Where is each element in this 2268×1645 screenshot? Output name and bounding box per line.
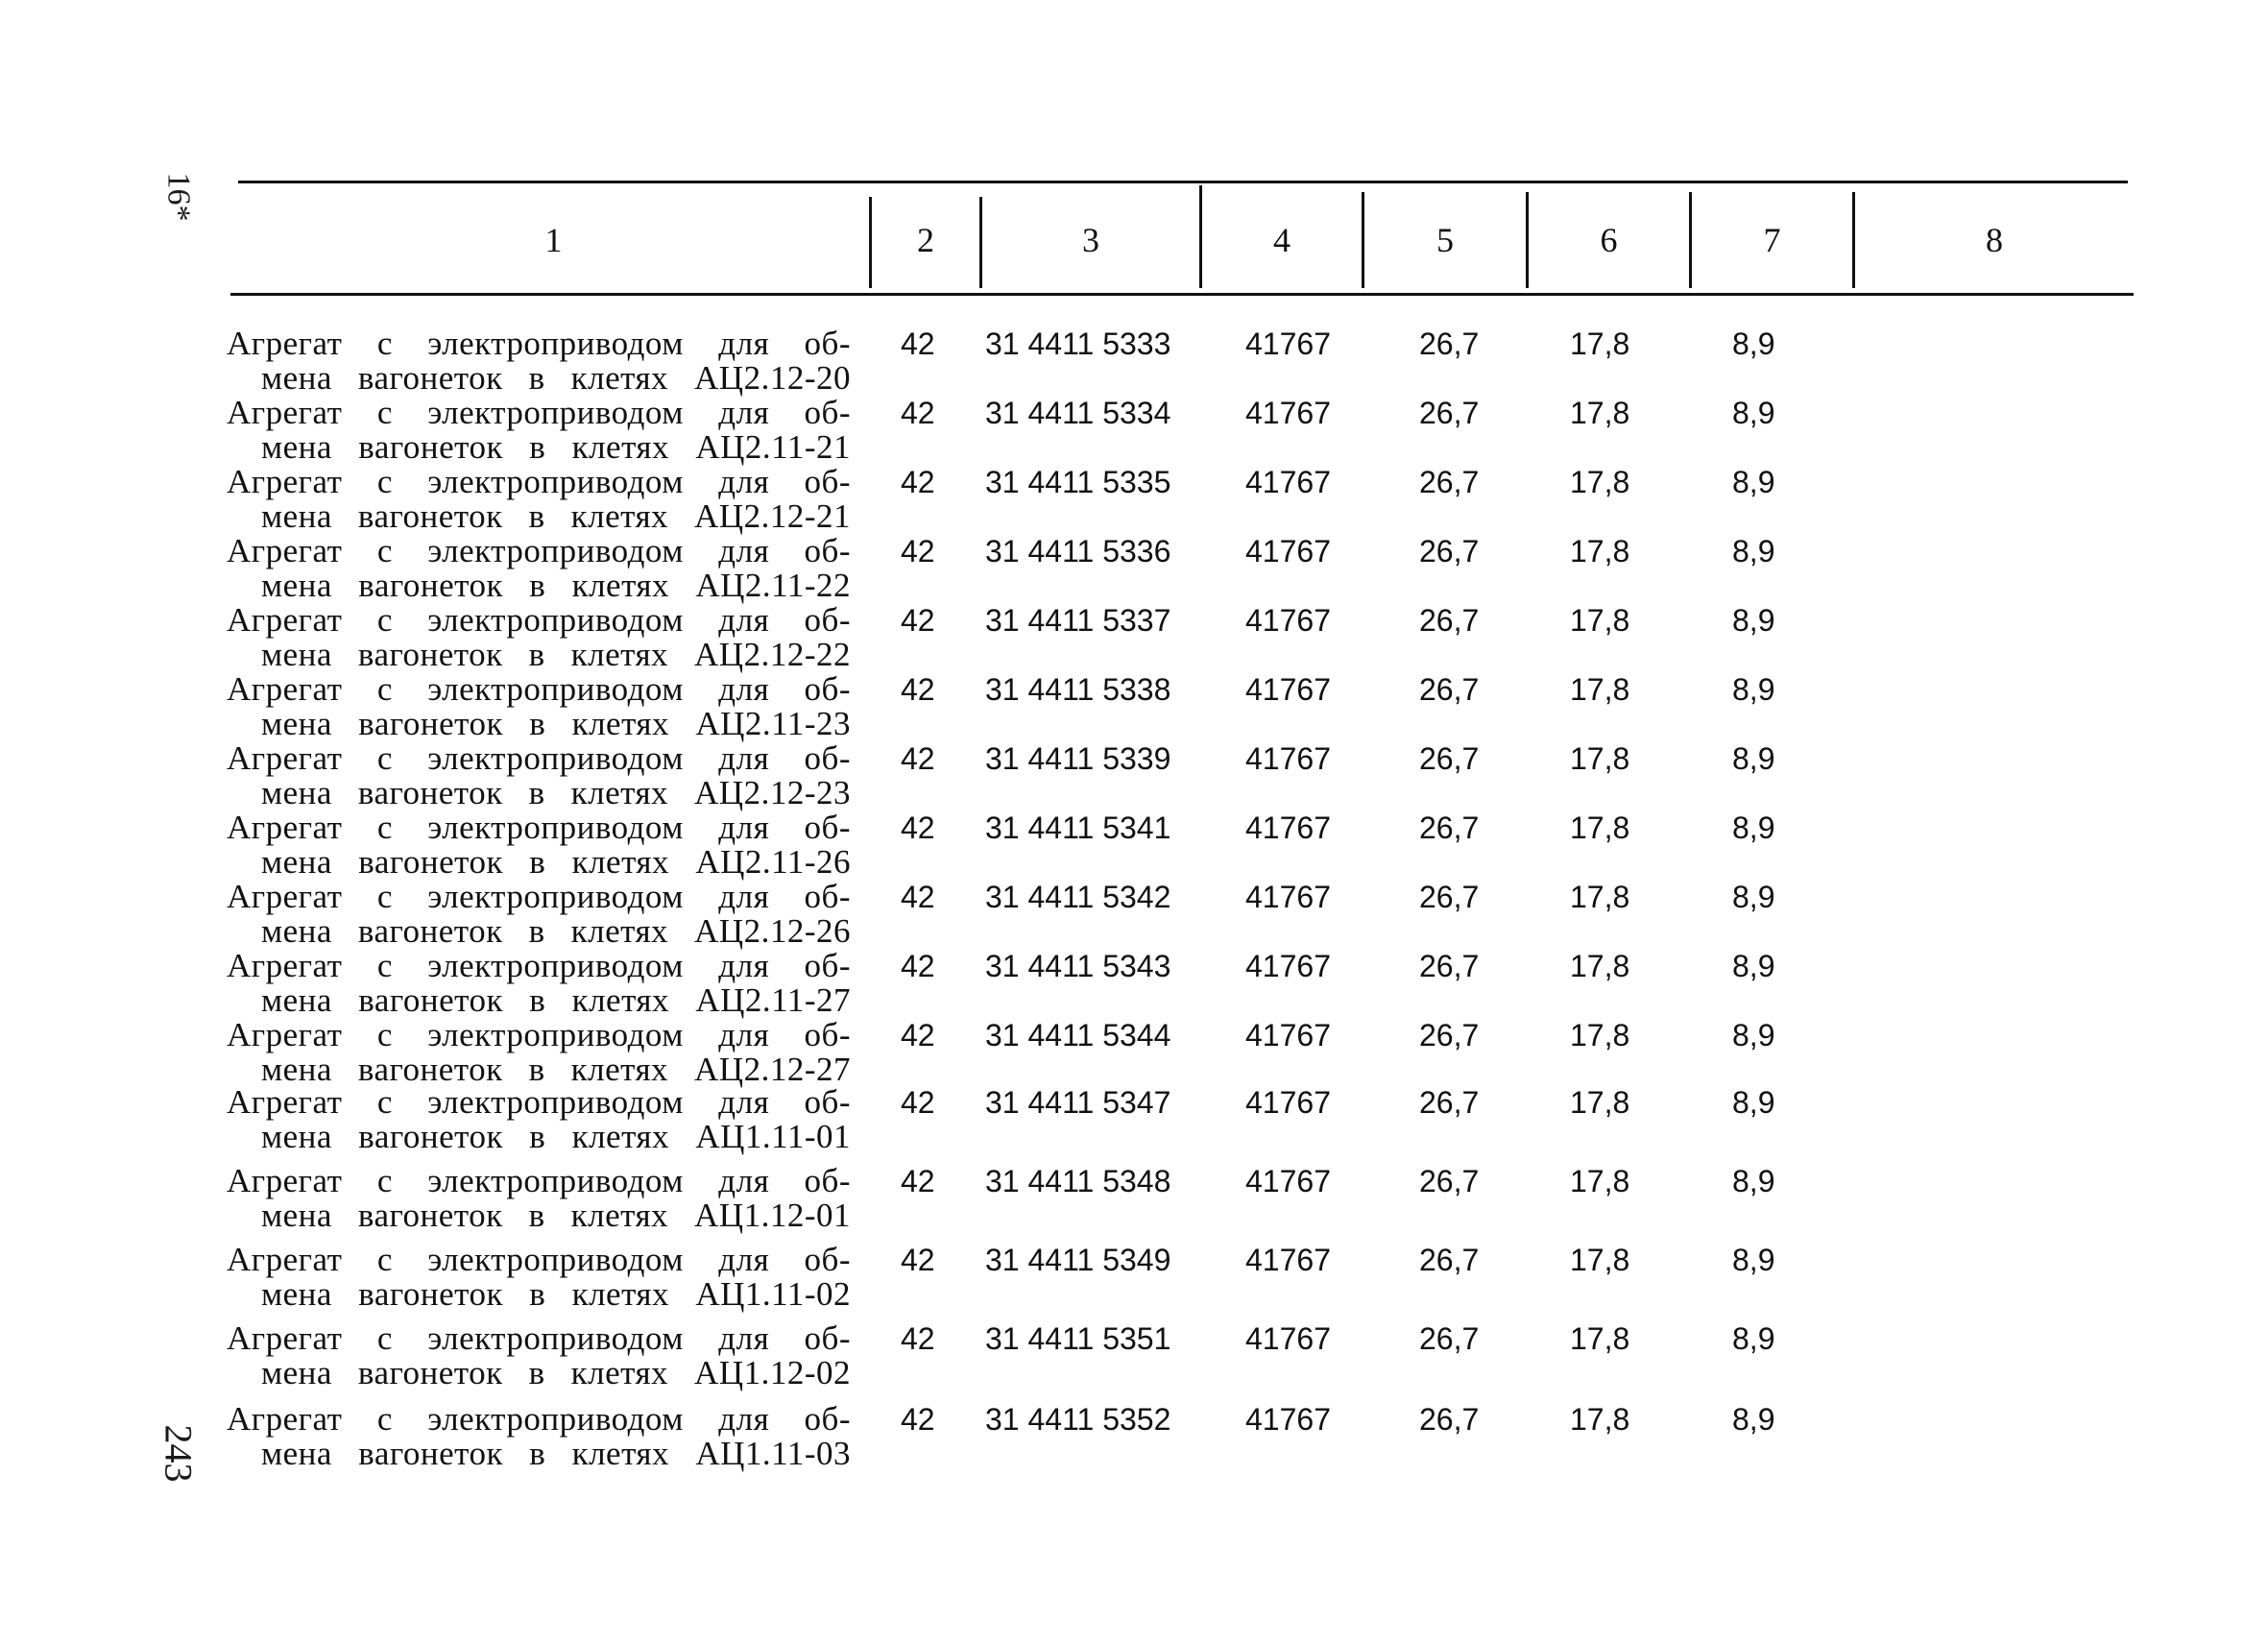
cell-col-2: 42 — [901, 1018, 935, 1052]
cell-col-7: 8,9 — [1732, 534, 1775, 568]
cell-col-7: 8,9 — [1732, 1085, 1775, 1120]
cell-col-2: 42 — [901, 534, 935, 568]
cell-col-7: 8,9 — [1732, 327, 1775, 361]
cell-col-5: 26,7 — [1419, 396, 1480, 430]
cell-col-5: 26,7 — [1419, 741, 1480, 776]
cell-col-2: 42 — [901, 880, 935, 914]
cell-col-6: 17,8 — [1570, 810, 1630, 845]
cell-col-4: 41767 — [1245, 1243, 1331, 1277]
cell-col-7: 8,9 — [1732, 672, 1775, 707]
cell-col-7: 8,9 — [1732, 1243, 1775, 1277]
cell-col-7: 8,9 — [1732, 1321, 1775, 1356]
cell-col-2: 42 — [901, 603, 935, 638]
cell-col-3: 31 4411 5352 — [985, 1402, 1171, 1437]
cell-col-4: 41767 — [1245, 810, 1331, 845]
cell-col-3: 31 4411 5335 — [985, 465, 1171, 499]
row-description: Агрегат с электроприводом для об- мена вагонеток в клетях АЦ2.11-26 — [227, 809, 851, 881]
cell-col-6: 17,8 — [1570, 672, 1630, 707]
cell-col-6: 17,8 — [1570, 1164, 1630, 1198]
column-header-6: 6 — [1600, 221, 1618, 259]
cell-col-5: 26,7 — [1419, 327, 1480, 361]
cell-col-2: 42 — [901, 1402, 935, 1437]
cell-col-4: 41767 — [1245, 949, 1331, 983]
cell-col-2: 42 — [901, 672, 935, 707]
page-number: 243 — [157, 1424, 201, 1483]
cell-col-6: 17,8 — [1570, 949, 1630, 983]
cell-col-5: 26,7 — [1419, 1164, 1480, 1198]
cell-col-3: 31 4411 5333 — [985, 327, 1171, 361]
row-description: Агрегат с электроприводом для об- мена вагонеток в клетях АЦ1.11-03 — [227, 1400, 851, 1472]
column-header-4: 4 — [1273, 221, 1291, 259]
cell-col-6: 17,8 — [1570, 1402, 1630, 1437]
cell-col-7: 8,9 — [1732, 603, 1775, 638]
row-description: Агрегат с электроприводом для об- мена вагонеток в клетях АЦ1.12-02 — [227, 1319, 851, 1391]
cell-col-4: 41767 — [1245, 396, 1331, 430]
cell-col-4: 41767 — [1245, 741, 1331, 776]
row-description: Агрегат с электроприводом для об- мена вагонеток в клетях АЦ2.11-21 — [227, 394, 851, 466]
cell-col-2: 42 — [901, 1321, 935, 1356]
cell-col-4: 41767 — [1245, 1402, 1331, 1437]
cell-col-7: 8,9 — [1732, 1164, 1775, 1198]
cell-col-6: 17,8 — [1570, 396, 1630, 430]
cell-col-3: 31 4411 5344 — [985, 1018, 1171, 1052]
cell-col-3: 31 4411 5339 — [985, 741, 1171, 776]
cell-col-5: 26,7 — [1419, 949, 1480, 983]
row-description: Агрегат с электроприводом для об- мена вагонеток в клетях АЦ1.11-02 — [227, 1241, 851, 1313]
column-header-5: 5 — [1436, 221, 1454, 259]
cell-col-5: 26,7 — [1419, 1085, 1480, 1120]
cell-col-2: 42 — [901, 465, 935, 499]
column-header-2: 2 — [917, 221, 934, 259]
row-description: Агрегат с электроприводом для об- мена вагонеток в клетях АЦ1.11-01 — [227, 1083, 851, 1155]
cell-col-4: 41767 — [1245, 880, 1331, 914]
cell-col-6: 17,8 — [1570, 534, 1630, 568]
cell-col-6: 17,8 — [1570, 1321, 1630, 1356]
cell-col-5: 26,7 — [1419, 810, 1480, 845]
cell-col-5: 26,7 — [1419, 1243, 1480, 1277]
cell-col-4: 41767 — [1245, 1085, 1331, 1120]
row-description: Агрегат с электроприводом для об- мена вагонеток в клетях АЦ2.12-21 — [227, 463, 851, 535]
cell-col-6: 17,8 — [1570, 1085, 1630, 1120]
row-description: Агрегат с электроприводом для об- мена вагонеток в клетях АЦ2.11-23 — [227, 670, 851, 742]
cell-col-7: 8,9 — [1732, 949, 1775, 983]
cell-col-7: 8,9 — [1732, 465, 1775, 499]
cell-col-7: 8,9 — [1732, 396, 1775, 430]
row-description: Агрегат с электроприводом для об- мена вагонеток в клетях АЦ2.12-26 — [227, 878, 851, 950]
cell-col-4: 41767 — [1245, 1018, 1331, 1052]
row-description: Агрегат с электроприводом для об- мена вагонеток в клетях АЦ2.12-20 — [227, 325, 851, 397]
cell-col-4: 41767 — [1245, 1321, 1331, 1356]
column-header-7: 7 — [1763, 221, 1781, 259]
cell-col-6: 17,8 — [1570, 880, 1630, 914]
cell-col-2: 42 — [901, 741, 935, 776]
cell-col-7: 8,9 — [1732, 880, 1775, 914]
cell-col-4: 41767 — [1245, 603, 1331, 638]
column-header-1: 1 — [544, 221, 563, 259]
cell-col-4: 41767 — [1245, 1164, 1331, 1198]
row-description: Агрегат с электроприводом для об- мена вагонеток в клетях АЦ2.11-22 — [227, 532, 851, 604]
cell-col-5: 26,7 — [1419, 1402, 1480, 1437]
cell-col-6: 17,8 — [1570, 1243, 1630, 1277]
row-description: Агрегат с электроприводом для об- мена вагонеток в клетях АЦ2.12-22 — [227, 601, 851, 673]
cell-col-4: 41767 — [1245, 534, 1331, 568]
row-description: Агрегат с электроприводом для об- мена вагонеток в клетях АЦ2.12-23 — [227, 739, 851, 811]
cell-col-2: 42 — [901, 1243, 935, 1277]
signature-mark: 16* — [160, 172, 197, 222]
cell-col-6: 17,8 — [1570, 1018, 1630, 1052]
cell-col-3: 31 4411 5342 — [985, 880, 1171, 914]
cell-col-5: 26,7 — [1419, 672, 1480, 707]
cell-col-3: 31 4411 5343 — [985, 949, 1171, 983]
cell-col-6: 17,8 — [1570, 741, 1630, 776]
cell-col-3: 31 4411 5336 — [985, 534, 1171, 568]
cell-col-6: 17,8 — [1570, 603, 1630, 638]
cell-col-2: 42 — [901, 396, 935, 430]
cell-col-6: 17,8 — [1570, 327, 1630, 361]
cell-col-2: 42 — [901, 1164, 935, 1198]
cell-col-3: 31 4411 5351 — [985, 1321, 1171, 1356]
row-description: Агрегат с электроприводом для об- мена вагонеток в клетях АЦ1.12-01 — [227, 1162, 851, 1234]
table-top-rule — [238, 181, 2128, 183]
cell-col-3: 31 4411 5337 — [985, 603, 1171, 638]
row-description: Агрегат с электроприводом для об- мена вагонеток в клетях АЦ2.11-27 — [227, 947, 851, 1019]
cell-col-7: 8,9 — [1732, 1402, 1775, 1437]
cell-col-3: 31 4411 5338 — [985, 672, 1171, 707]
cell-col-3: 31 4411 5349 — [985, 1243, 1171, 1277]
cell-col-7: 8,9 — [1732, 741, 1775, 776]
cell-col-3: 31 4411 5334 — [985, 396, 1171, 430]
cell-col-5: 26,7 — [1419, 1018, 1480, 1052]
row-description: Агрегат с электроприводом для об- мена вагонеток в клетях АЦ2.12-27 — [227, 1016, 851, 1088]
column-header-3: 3 — [1082, 221, 1099, 259]
cell-col-6: 17,8 — [1570, 465, 1630, 499]
table-header-bottom-rule — [230, 293, 2134, 296]
cell-col-7: 8,9 — [1732, 1018, 1775, 1052]
cell-col-5: 26,7 — [1419, 534, 1480, 568]
cell-col-5: 26,7 — [1419, 880, 1480, 914]
cell-col-5: 26,7 — [1419, 603, 1480, 638]
cell-col-7: 8,9 — [1732, 810, 1775, 845]
cell-col-2: 42 — [901, 327, 935, 361]
column-header-8: 8 — [1986, 221, 2003, 259]
cell-col-5: 26,7 — [1419, 1321, 1480, 1356]
cell-col-4: 41767 — [1245, 672, 1331, 707]
cell-col-4: 41767 — [1245, 327, 1331, 361]
cell-col-2: 42 — [901, 810, 935, 845]
cell-col-2: 42 — [901, 949, 935, 983]
cell-col-3: 31 4411 5348 — [985, 1164, 1171, 1198]
cell-col-3: 31 4411 5341 — [985, 810, 1171, 845]
cell-col-3: 31 4411 5347 — [985, 1085, 1171, 1120]
cell-col-2: 42 — [901, 1085, 935, 1120]
cell-col-4: 41767 — [1245, 465, 1331, 499]
cell-col-5: 26,7 — [1419, 465, 1480, 499]
